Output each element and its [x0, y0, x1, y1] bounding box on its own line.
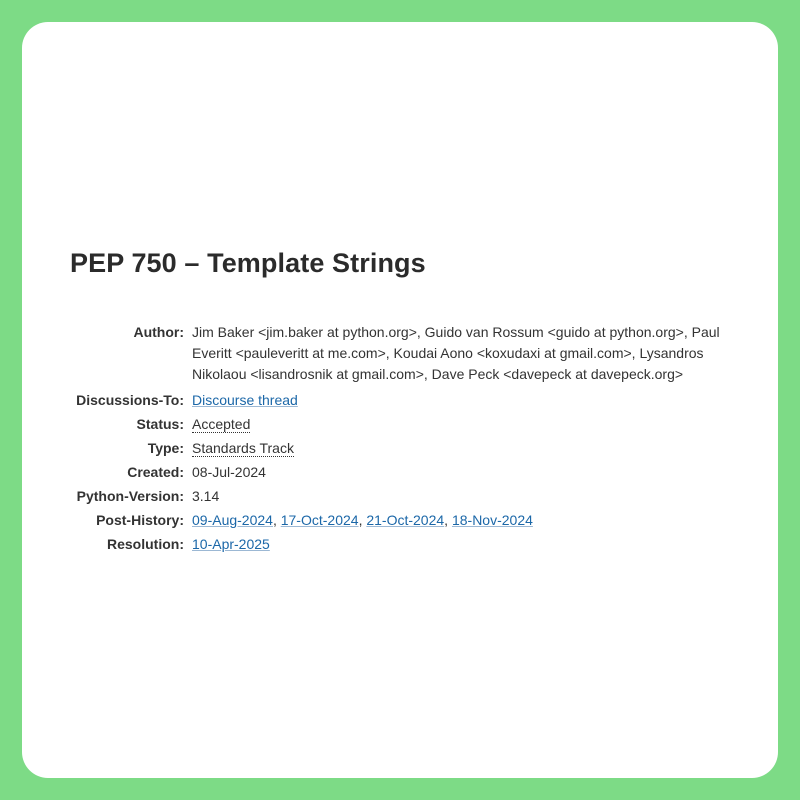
resolution-label: Resolution:	[107, 536, 184, 552]
resolution-link[interactable]: 10-Apr-2025	[192, 536, 270, 552]
list-separator: ,	[272, 512, 281, 528]
list-separator: ,	[358, 512, 367, 528]
post-history-row	[70, 511, 770, 529]
status-row	[70, 415, 770, 433]
status-value	[184, 415, 754, 433]
page-title: PEP 750 – Template Strings	[70, 248, 426, 278]
post-history-link[interactable]: 17-Oct-2024	[280, 512, 359, 528]
discourse-thread-link[interactable]: Discourse thread	[192, 392, 298, 408]
created-row	[70, 463, 770, 481]
author-row	[70, 323, 770, 385]
discussions-to-row	[70, 391, 770, 409]
type-value	[184, 439, 754, 457]
pep-card	[22, 22, 778, 778]
type-label: Type:	[147, 440, 184, 456]
post-history-link[interactable]: 09-Aug-2024	[192, 512, 273, 528]
type-abbr[interactable]: Standards Track	[192, 440, 294, 456]
resolution-row	[70, 535, 770, 553]
type-row	[70, 439, 770, 457]
post-history-link[interactable]: 21-Oct-2024	[366, 512, 445, 528]
post-history-value	[184, 511, 754, 529]
discussions-to-value	[184, 391, 754, 409]
list-separator: ,	[444, 512, 452, 528]
python-version-row	[70, 487, 770, 505]
python-version-label: Python-Version:	[76, 488, 184, 504]
python-version-value: 3.14	[192, 488, 220, 504]
resolution-value	[184, 535, 754, 553]
created-label: Created:	[127, 464, 184, 480]
author-label: Author:	[133, 324, 184, 340]
created-value: 08-Jul-2024	[192, 464, 266, 480]
post-history-link[interactable]: 18-Nov-2024	[451, 512, 533, 528]
discussions-to-label: Discussions-To:	[76, 392, 184, 408]
status-label: Status:	[136, 416, 184, 432]
author-value: Jim Baker <jim.baker at python.org>, Guido van Rossum <guido at python.org>, Paul Everitt <pauleveritt at me.com>, Koudai Aono <koxudaxi at gmail.com>, Lysandros Nikolaou <lisandrosnik at gmail.com>, Dave Peck <davepeck at davepeck.org>	[192, 324, 720, 382]
post-history-label: Post-History:	[96, 512, 184, 528]
pep-metadata	[70, 323, 770, 559]
status-abbr[interactable]: Accepted	[192, 416, 251, 432]
